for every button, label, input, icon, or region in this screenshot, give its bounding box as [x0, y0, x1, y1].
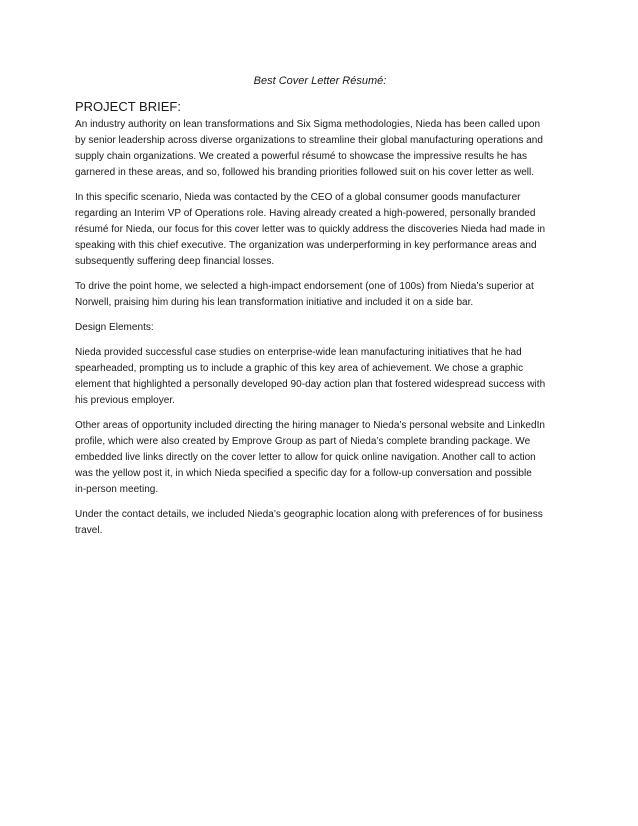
text-line: To drive the point home, we selected a high-impact endorsement (one of 100s) from Nieda’s superior at — [75, 281, 534, 292]
text-line: garnered in these areas, and so, followed his branding priorities followed suit on his cover letter as well. — [75, 167, 535, 178]
text-line: his previous employer. — [75, 395, 175, 406]
paragraph-scenario — [75, 190, 565, 270]
paragraph-endorsement — [75, 279, 565, 311]
text-line: regarding an Interim VP of Operations role. Having already created a high-powered, personally branded — [75, 208, 536, 219]
paragraph-intro — [75, 117, 565, 181]
text-line: Under the contact details, we included Nieda’s geographic location along with preferences of for business — [75, 509, 543, 520]
text-line: travel. — [75, 525, 103, 536]
paragraph-contact-details — [75, 507, 565, 539]
paragraph-case-studies — [75, 345, 565, 409]
text-line: résumé for Nieda, our focus for this cover letter was to quickly address the discoveries Nieda had made in — [75, 224, 546, 235]
text-line: An industry authority on lean transformations and Six Sigma methodologies, Nieda has been called upon — [75, 119, 541, 130]
paragraph-opportunity — [75, 418, 565, 498]
text-line: Nieda provided successful case studies on enterprise-wide lean manufacturing initiatives that he had — [75, 347, 522, 358]
text-line: element that highlighted a personally developed 90-day action plan that fostered widespread success with — [75, 379, 546, 390]
text-line: Design Elements: — [75, 322, 154, 333]
text-line: speaking with this chief executive. The organization was underperforming in key performance areas and — [75, 240, 537, 251]
text-line: spearheaded, prompting us to include a graphic of this key area of achievement. We chose a graphic — [75, 363, 524, 374]
document-page — [75, 74, 565, 548]
text-line: by senior leadership across diverse organizations to streamline their global manufacturing operations and — [75, 135, 543, 146]
text-line: in-person meeting. — [75, 484, 159, 495]
text-line: profile, which were also created by Emprove Group as part of Nieda’s complete branding package. We — [75, 436, 531, 447]
text-line: Other areas of opportunity included directing the hiring manager to Nieda’s personal website and LinkedIn — [75, 420, 545, 431]
design-elements-label — [75, 320, 565, 336]
text-line: subsequently suffering deep financial losses. — [75, 256, 275, 267]
text-line: Norwell, praising him during his lean transformation initiative and included it on a side bar. — [75, 297, 474, 308]
document-title: Best Cover Letter Résumé: — [253, 75, 387, 87]
text-line: In this specific scenario, Nieda was contacted by the CEO of a global consumer goods manufacturer — [75, 192, 521, 203]
project-brief-heading: PROJECT BRIEF: — [75, 99, 181, 114]
text-line: was the yellow post it, in which Nieda specified a specific day for a follow-up conversation and possible — [75, 468, 532, 479]
text-line: supply chain organizations. We created a powerful résumé to showcase the impressive results he has — [75, 151, 528, 162]
text-line: embedded live links directly on the cover letter to allow for quick online navigation. Another call to action — [75, 452, 536, 463]
